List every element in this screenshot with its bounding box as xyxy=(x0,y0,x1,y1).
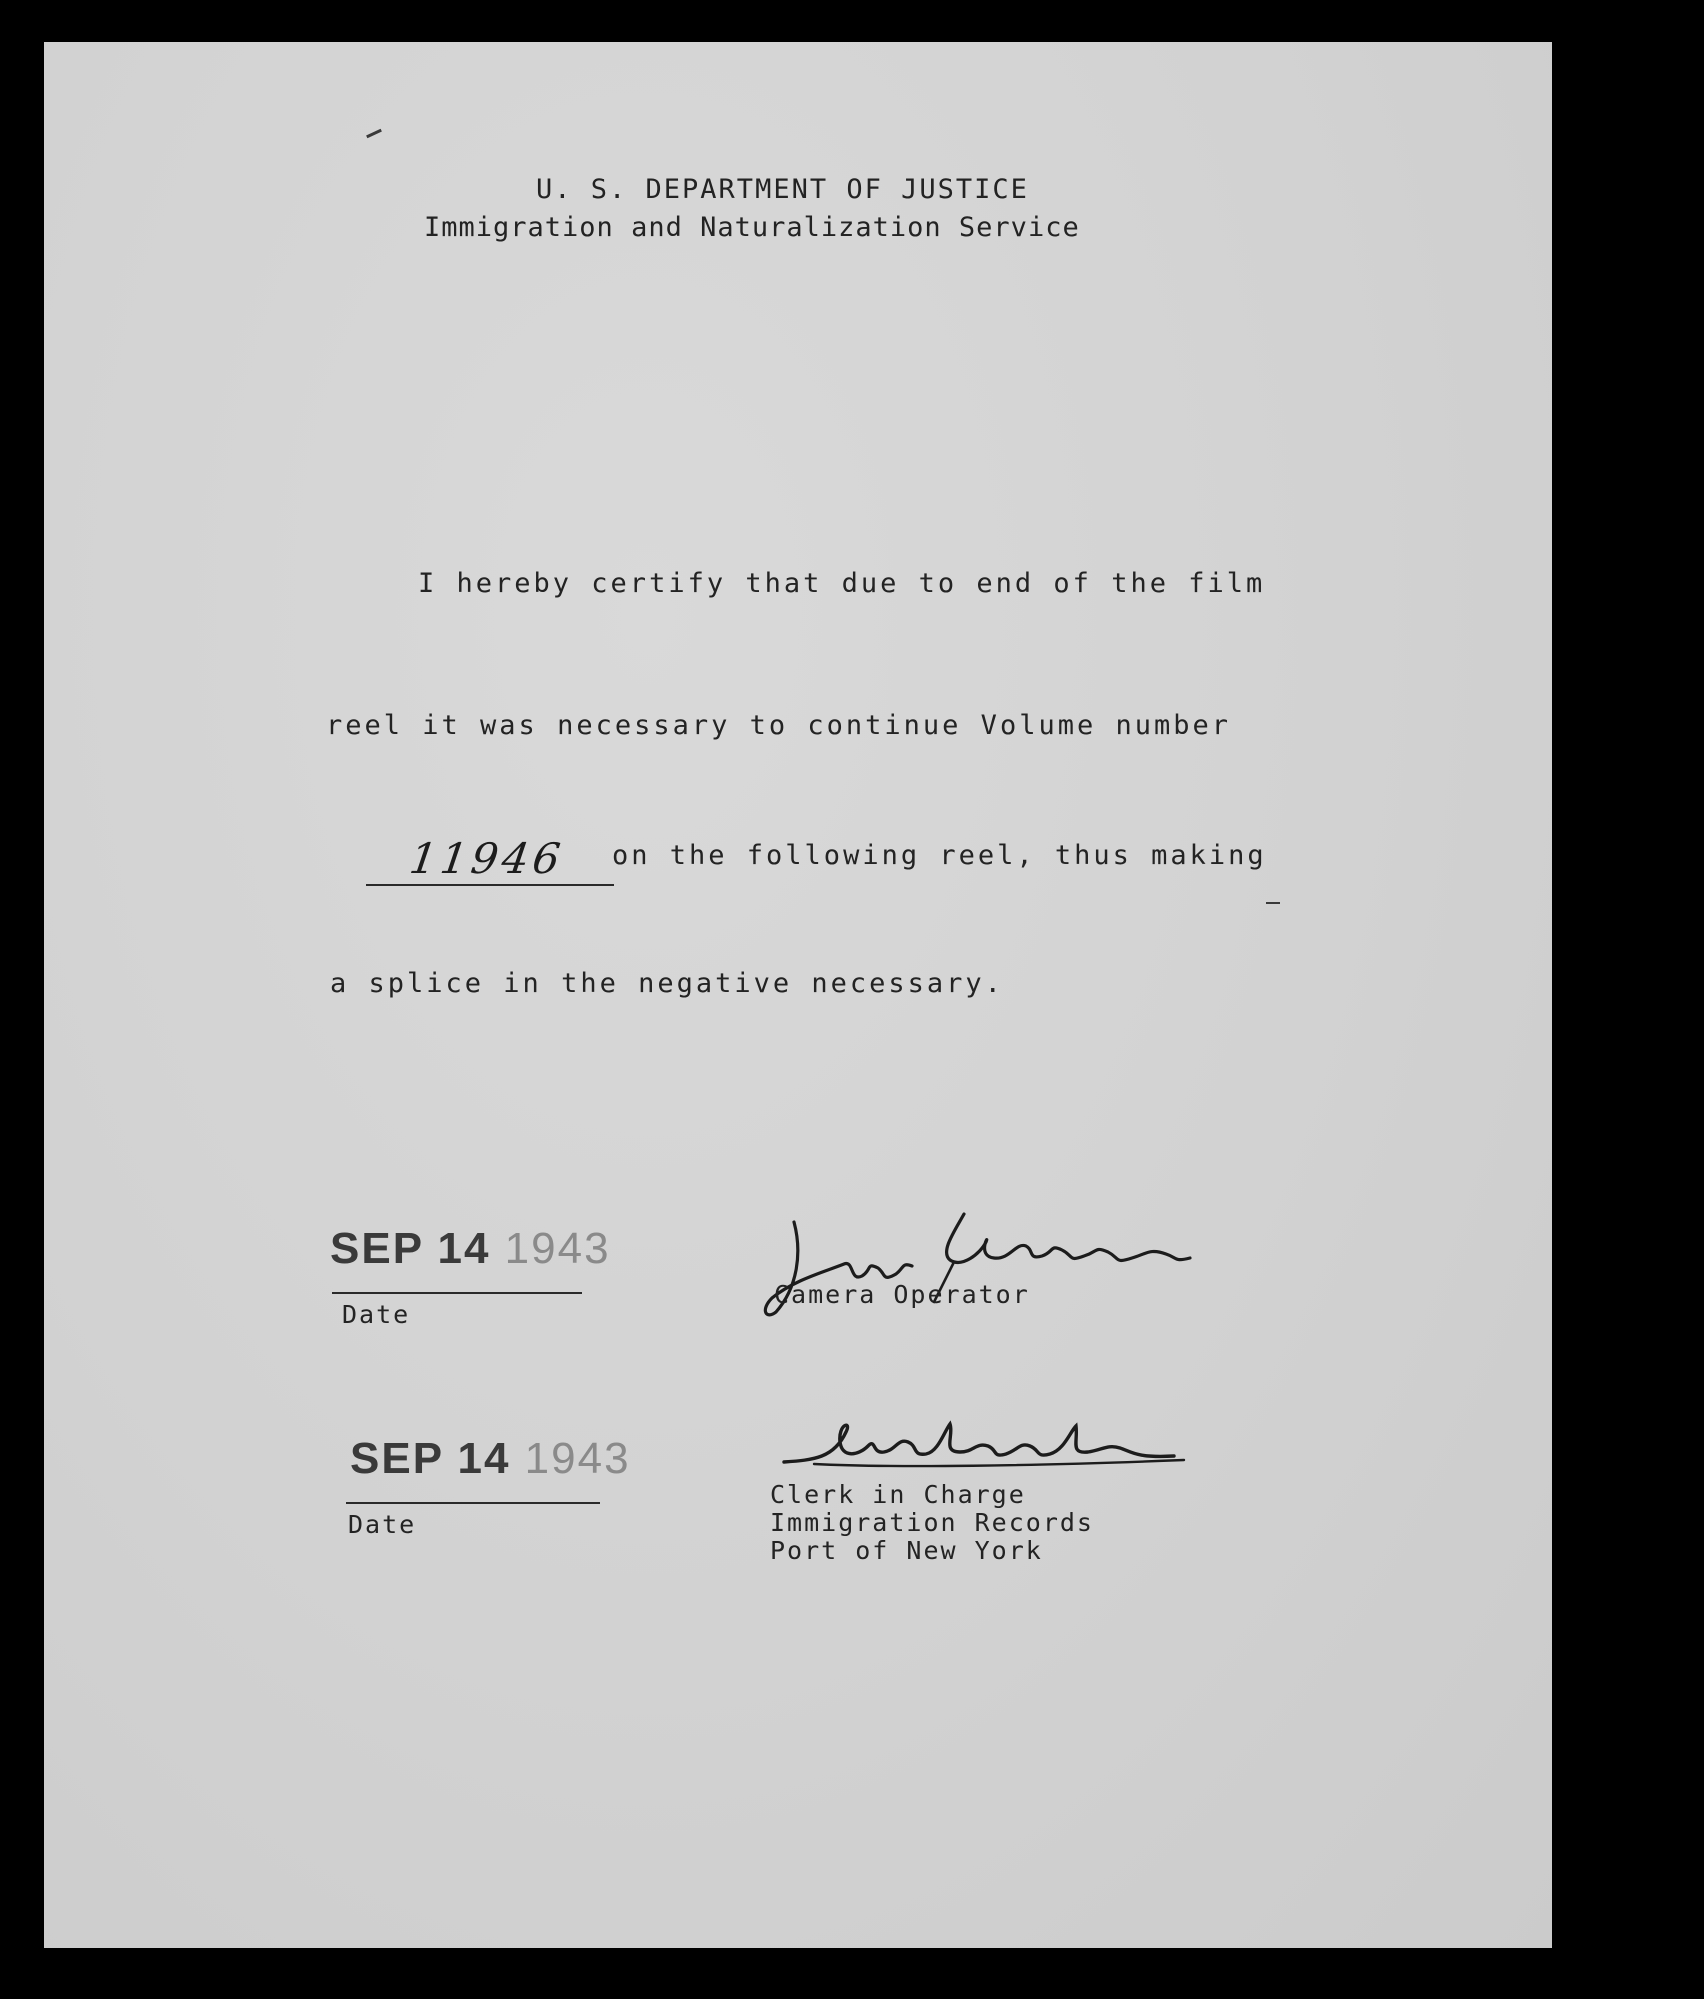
date-line-1 xyxy=(332,1292,582,1294)
date-stamp-2 xyxy=(350,1434,631,1484)
speck xyxy=(1266,902,1280,904)
date-stamp-2-year: 1943 xyxy=(524,1434,631,1483)
certification-line-4: a splice in the negative necessary. xyxy=(330,968,1004,999)
date-stamp-1 xyxy=(330,1224,611,1274)
certification-line-3: on the following reel, thus making xyxy=(612,840,1267,871)
service-heading: Immigration and Naturalization Service xyxy=(424,212,1080,243)
volume-number: 11946 xyxy=(406,834,568,883)
certification-line-1: I hereby certify that due to end of the film xyxy=(418,568,1266,599)
certification-line-2: reel it was necessary to continue Volume number xyxy=(326,710,1232,741)
date-line-2 xyxy=(346,1502,600,1504)
camera-operator-label: Camera Operator xyxy=(774,1280,1030,1309)
speck xyxy=(366,129,382,138)
clerk-department: Immigration Records xyxy=(770,1508,1094,1537)
clerk-title: Clerk in Charge xyxy=(770,1480,1026,1509)
document-page xyxy=(44,42,1552,1948)
date-stamp-2-month-day: SEP 14 xyxy=(350,1434,511,1483)
date-stamp-1-month-day: SEP 14 xyxy=(330,1224,491,1273)
agency-heading: U. S. DEPARTMENT OF JUSTICE xyxy=(536,174,1029,205)
clerk-signature xyxy=(774,1402,1194,1482)
clerk-location: Port of New York xyxy=(770,1536,1043,1565)
date-stamp-1-year: 1943 xyxy=(504,1224,611,1273)
volume-number-field xyxy=(366,834,614,886)
date-label-1: Date xyxy=(342,1300,411,1329)
date-label-2: Date xyxy=(348,1510,417,1539)
